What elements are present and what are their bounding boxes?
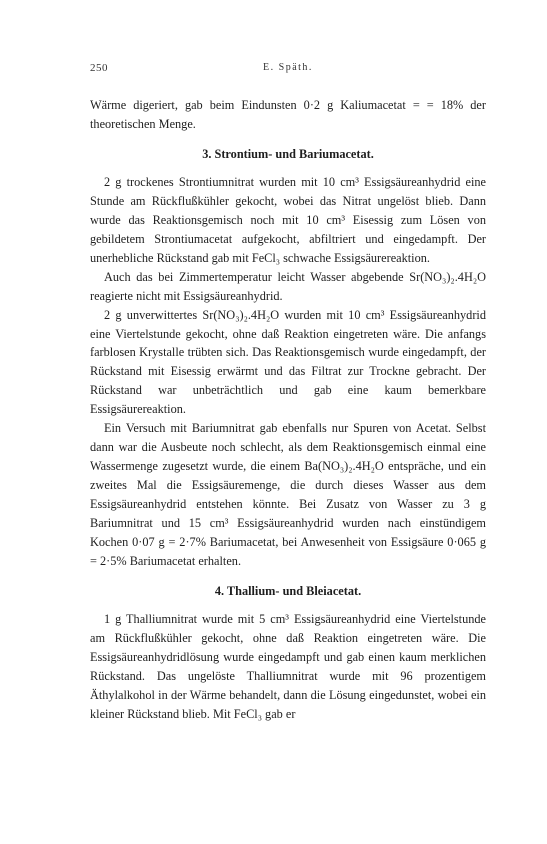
section-heading-strontium-barium: 3. Strontium- und Bariumacetat. [202,146,374,161]
paragraph-carryover: Wärme digeriert, gab beim Eindunsten 0·2 g Kaliumacetat = = 18% der theoretischen Menge. [90,98,486,131]
paragraph-room-temperature: Auch das bei Zimmertemperatur leicht Wasser abgebende Sr(NO₃)₂.4H₂O reagierte nicht mit Essigsäureanhydrid. [90,269,486,303]
paragraph-unweathered: 2 g unverwittertes Sr(NO₃)₂.4H₂O wurden mit 10 cm³ Essigsäureanhydrid eine Viertelstunde gekocht, ohne daß Reaktion eingetreten wäre. Die anfangs farblosen Krystalle trübten sich. Das Reaktionsgemisch wurde eingedampft, der Rückstand mit Eisessig erwärmt und das Filtrat zur Trockne gebracht. Der Rückstand war unbeträchtlich und gab eine kaum bemerkbare Essigsäurereaktion. [90,307,486,417]
section-heading-thallium-lead: 4. Thallium- und Bleiacetat. [214,583,362,598]
page-number: 250 [90,62,108,74]
running-head [90,62,486,80]
paragraph-barium-nitrate: Ein Versuch mit Bariumnitrat gab ebenfalls nur Spuren von Acetat. Selbst dann war die Ausbeute noch schlecht, als dem Reaktionsgemisch einmal eine Wassermenge zugesetzt wurde, die einem Ba(NO₃)₂.4H₂O entspräche, und ein zweites Mal die Essigsäuremenge, die durch dieses Wasser aus dem Essigsäureanhydrid entstehen könnte. Bei Zusatz von Wasser zu 3 g Bariumnitrat und 15 cm³ Essigsäureanhydrid wurden nach einstündigem Kochen 0·07 g = 2·7% Bariumacetat, bei Anwesenheit von Essigsäure 0·065 g = 2·5% Bariumacetat erhalten. [90,421,486,568]
running-title: E. Späth. [263,62,313,73]
book-page [90,62,486,724]
text-block [90,96,486,724]
paragraph-strontium-nitrate: 2 g trockenes Strontiumnitrat wurden mit 10 cm³ Essigsäureanhydrid eine Stunde am Rückflußkühler gekocht, wobei das Nitrat ungelöst blieb. Dann wurde das Reaktionsgemisch noch mit 10 cm³ Eisessig zum Lösen von gebildetem Strontiumacetat aufgekocht, abfiltriert und eingedampft. Der unerhebliche Rückstand gab mit FeCl₃ schwache Essigsäurereaktion. [90,174,486,265]
paragraph-thallium-nitrate: 1 g Thalliumnitrat wurde mit 5 cm³ Essigsäureanhydrid eine Viertelstunde am Rückflußkühler gekocht, ohne daß Reaktion eingetreten wäre. Die Essigsäureanhydridlösung wurde eingedampft und gab einen kaum merklichen Rückstand. Das ungelöste Thalliumnitrat wurde mit 96 prozentigem Äthylalkohol in der Wärme behandelt, dann die Lösung eingedunstet, wobei ein kleiner Rückstand blieb. Mit FeCl₃ gab er [90,611,486,721]
